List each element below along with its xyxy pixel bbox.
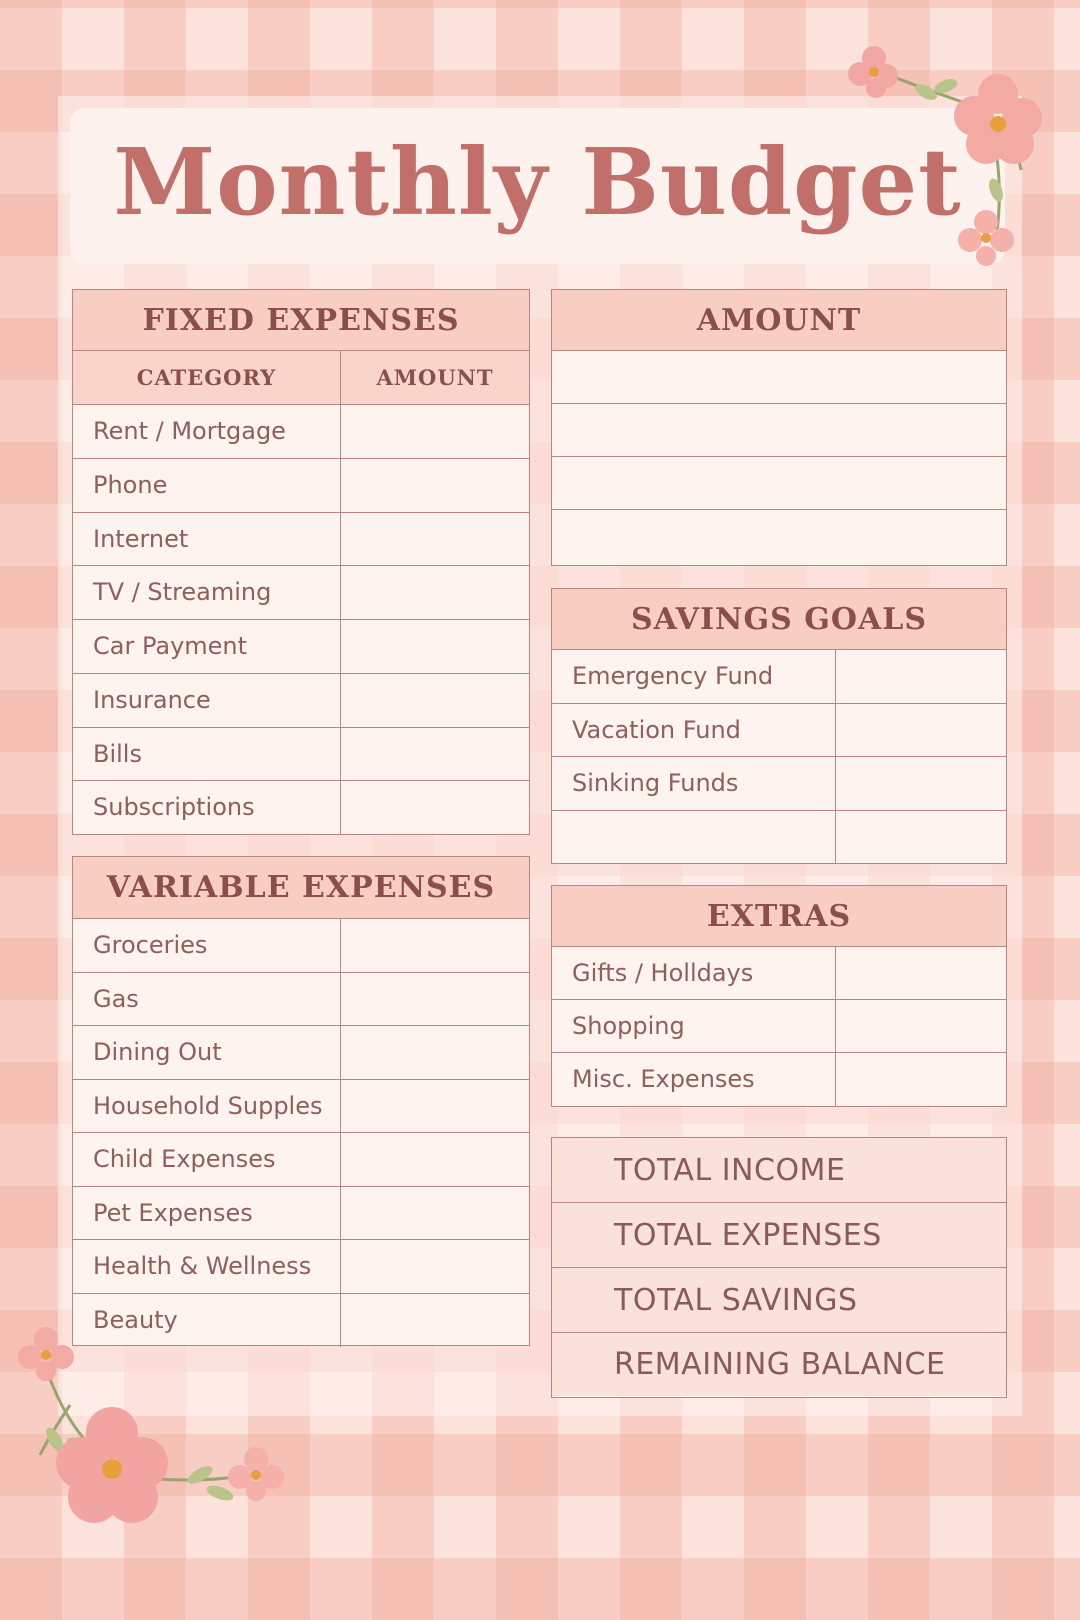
row-label: Shopping [552,1000,836,1052]
extras-table [551,885,1007,1107]
table-row [73,1240,529,1294]
amount-header: AMOUNT [552,290,1006,351]
amount-cell[interactable] [341,620,529,673]
table-row [552,1000,1006,1053]
variable-expenses-header: VARIABLE EXPENSES [73,857,529,919]
total-savings-row[interactable]: TOTAL SAVINGS [552,1268,1006,1333]
row-label: Gifts / Holldays [552,947,836,999]
amount-cell[interactable] [341,1080,529,1133]
savings-goals-table [551,588,1007,864]
amount-entry-row[interactable] [552,457,1006,510]
total-income-row[interactable]: TOTAL INCOME [552,1138,1006,1203]
fixed-expenses-column-headers [73,351,529,405]
amount-cell[interactable] [836,1053,1006,1106]
remaining-balance-row[interactable]: REMAINING BALANCE [552,1333,1006,1396]
table-row [73,1133,529,1187]
table-row [73,566,529,620]
amount-cell[interactable] [341,1240,529,1293]
amount-cell[interactable] [341,728,529,781]
pink-flower-spray-icon [10,1325,300,1565]
table-row [73,1187,529,1241]
amount-cell[interactable] [341,919,529,972]
row-label: Health & Wellness [73,1240,341,1293]
savings-goals-header: SAVINGS GOALS [552,589,1006,650]
row-label: Dining Out [73,1026,341,1079]
table-row [73,973,529,1027]
amount-cell[interactable] [836,1000,1006,1052]
row-label: Beauty [73,1294,341,1348]
row-label: Pet Expenses [73,1187,341,1240]
table-row [73,459,529,513]
amount-cell[interactable] [341,405,529,458]
amount-cell[interactable] [341,781,529,835]
fixed-expenses-header: FIXED EXPENSES [73,290,529,351]
row-label: Household Supples [73,1080,341,1133]
table-row [552,704,1006,758]
table-row [552,947,1006,1000]
variable-expenses-table [72,856,530,1346]
table-row [73,1080,529,1134]
total-expenses-row[interactable]: TOTAL EXPENSES [552,1203,1006,1268]
row-label: Subscriptions [73,781,341,835]
table-row [552,1053,1006,1106]
amount-cell[interactable] [836,947,1006,999]
table-row [73,513,529,567]
category-column-header: CATEGORY [73,351,341,404]
table-row [552,650,1006,704]
table-row [73,674,529,728]
totals-table [551,1137,1007,1398]
amount-cell[interactable] [836,704,1006,757]
row-label: Car Payment [73,620,341,673]
row-label: Sinking Funds [552,757,836,810]
amount-cell[interactable] [341,459,529,512]
amount-entry-row[interactable] [552,351,1006,404]
amount-entry-row[interactable] [552,510,1006,563]
table-row [552,757,1006,811]
amount-cell[interactable] [341,1133,529,1186]
table-row [73,781,529,835]
row-label: TV / Streaming [73,566,341,619]
amount-cell[interactable] [836,650,1006,703]
pink-flower-spray-icon [846,30,1066,270]
amount-cell[interactable] [836,757,1006,810]
extras-header: EXTRAS [552,886,1006,947]
amount-column-header: AMOUNT [376,365,494,390]
row-label[interactable] [552,811,836,865]
table-row [73,1026,529,1080]
row-label: Gas [73,973,341,1026]
amount-cell[interactable] [341,1026,529,1079]
row-label: Rent / Mortgage [73,405,341,458]
amount-cell[interactable] [341,1187,529,1240]
amount-cell[interactable] [341,566,529,619]
table-row [73,728,529,782]
row-label: Misc. Expenses [552,1053,836,1106]
amount-cell[interactable] [341,513,529,566]
table-row [552,811,1006,865]
amount-cell[interactable] [341,1294,529,1348]
amount-cell[interactable] [836,811,1006,865]
amount-cell[interactable] [341,973,529,1026]
row-label: Bills [73,728,341,781]
amount-entry-row[interactable] [552,404,1006,457]
amount-table [551,289,1007,566]
fixed-expenses-table [72,289,530,835]
row-label: Child Expenses [73,1133,341,1186]
page-title: Monthly Budget [113,128,962,236]
row-label: Internet [73,513,341,566]
row-label: Groceries [73,919,341,972]
table-row [73,919,529,973]
amount-cell[interactable] [341,674,529,727]
row-label: Insurance [73,674,341,727]
row-label: Vacation Fund [552,704,836,757]
row-label: Emergency Fund [552,650,836,703]
row-label: Phone [73,459,341,512]
table-row [73,405,529,459]
table-row [73,620,529,674]
